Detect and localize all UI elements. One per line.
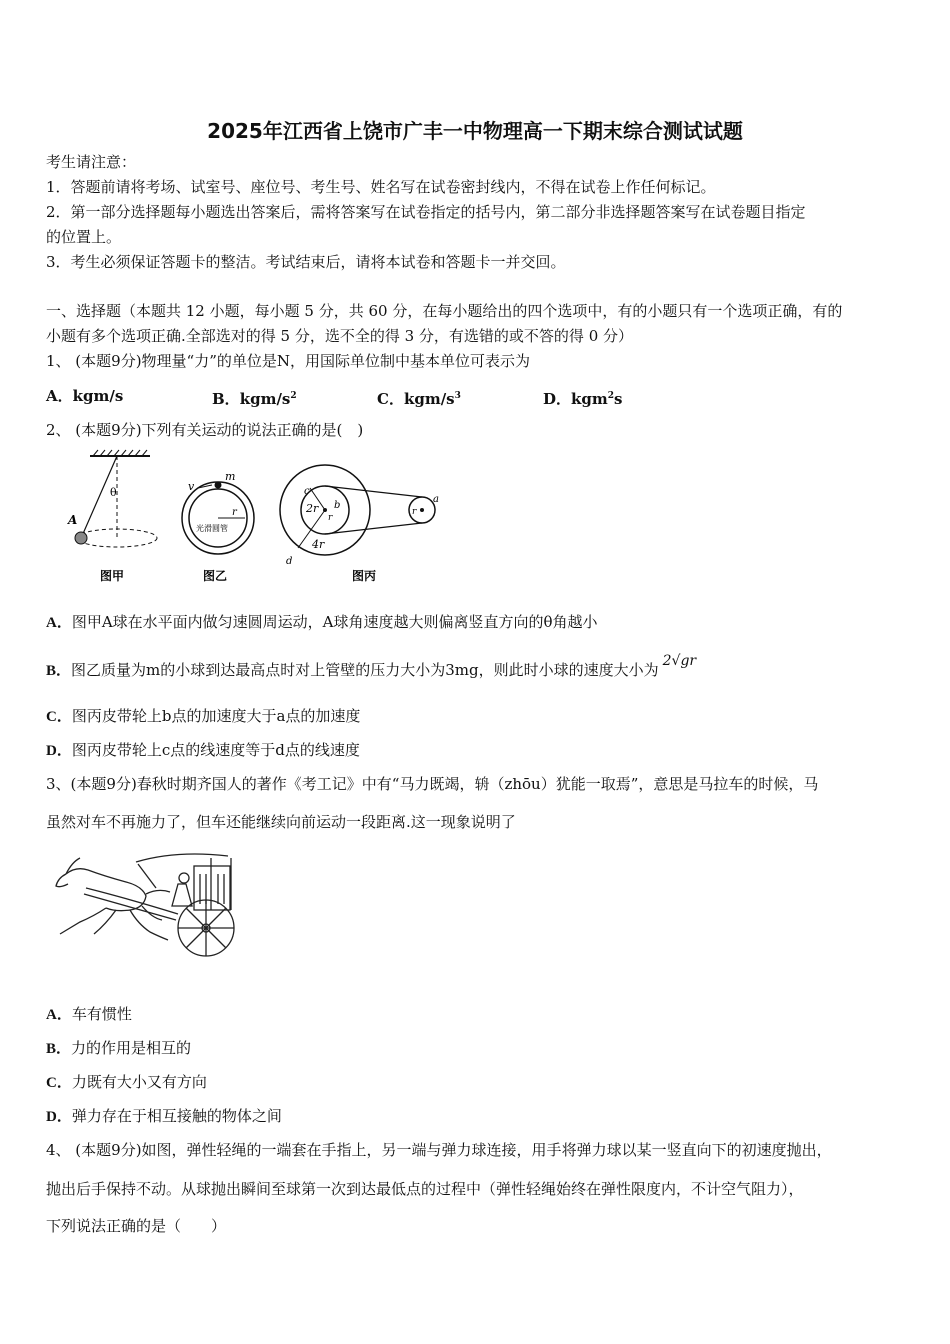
- label-c: c: [304, 486, 310, 497]
- q3-option-b[interactable]: B．力的作用是相互的: [46, 1039, 192, 1057]
- page-title: 2025年江西省上饶市广丰一中物理高一下期末综合测试试题: [207, 119, 743, 143]
- q1-stem: 1、 (本题9分)物理量“力”的单位是N，用国际单位制中基本单位可表示为: [46, 352, 531, 370]
- caption-bing: 图丙: [352, 569, 377, 583]
- caption-jia: 图甲: [100, 569, 125, 583]
- q1-option-b[interactable]: B．kgm/$s^2$: [212, 390, 297, 408]
- label-a: a: [433, 494, 439, 505]
- figure-bing-pulleys: [280, 465, 439, 583]
- q1-option-d[interactable]: D．kgm$^2$s: [543, 390, 623, 408]
- label-r2: r: [328, 513, 333, 523]
- label-2r: 2r: [306, 502, 319, 515]
- notice-item-3: 3．考生必须保证答题卡的整洁。考试结束后，请将本试卷和答题卡一并交回。: [46, 253, 566, 271]
- q3-stem-line1: 3、(本题9分)春秋时期齐国人的著作《考工记》中有“马力既竭，辀（zhōu）犹能一取焉”，意思是马拉车的时候，马: [46, 775, 819, 793]
- label-4r: 4r: [312, 538, 325, 551]
- q4-stem-line3: 下列说法正确的是（ ）: [46, 1217, 227, 1235]
- q2-option-c[interactable]: C．图丙皮带轮上b点的加速度大于a点的加速度: [46, 707, 361, 725]
- q3-horse-carriage-illustration: [46, 848, 246, 960]
- label-m: m: [225, 470, 236, 483]
- label-r3: r: [412, 507, 417, 517]
- q3-stem-line2: 虽然对车不再施力了，但车还能继续向前运动一段距离.这一现象说明了: [46, 813, 516, 831]
- q2-stem: 2、 (本题9分)下列有关运动的说法正确的是( ): [46, 421, 364, 439]
- formula-2-sqrt-gr: 2√gr: [662, 653, 697, 669]
- label-d: d: [286, 556, 293, 567]
- q2-option-b[interactable]: B．图乙质量为m的小球到达最高点时对上管壁的压力大小为3mg，则此时小球的速度大小为 2√gr: [46, 653, 697, 679]
- q2-figure-diagrams: [60, 448, 470, 590]
- notice-heading: 考生请注意：: [46, 153, 137, 171]
- label-v: v: [188, 480, 195, 493]
- label-b: b: [334, 500, 341, 511]
- section-instructions-line1: 一、选择题（本题共 12 小题，每小题 5 分，共 60 分，在每小题给出的四个选项中，有的小题只有一个选项正确，有的: [46, 302, 843, 320]
- q1-option-c[interactable]: C．kgm/$s^3$: [377, 390, 461, 408]
- label-theta: θ: [110, 486, 117, 499]
- q4-stem-line1: 4、 (本题9分)如图，弹性轻绳的一端套在手指上，另一端与弹力球连接，用手将弹力球以某一竖直向下的初速度抛出，: [46, 1141, 832, 1159]
- notice-item-1: 1．答题前请将考场、试室号、座位号、考生号、姓名写在试卷密封线内，不得在试卷上作任何标记。: [46, 178, 716, 196]
- label-tube: 光滑圆管: [196, 524, 228, 533]
- q2-option-d[interactable]: D．图丙皮带轮上c点的线速度等于d点的线速度: [46, 741, 360, 759]
- q4-stem-line2: 抛出后手保持不动。从球抛出瞬间至球第一次到达最低点的过程中（弹性轻绳始终在弹性限度内，不计空气阻力），: [46, 1180, 804, 1198]
- caption-yi: 图乙: [203, 569, 228, 583]
- section-instructions-line2: 小题有多个选项正确.全部选对的得 5 分，选不全的得 3 分，有选错的或不答的得 0 分）: [46, 327, 634, 345]
- label-A: A: [68, 513, 78, 527]
- figure-jia-pendulum: [67, 450, 157, 583]
- q3-option-d[interactable]: D．弹力存在于相互接触的物体之间: [46, 1107, 282, 1125]
- q3-option-c[interactable]: C．力既有大小又有方向: [46, 1073, 207, 1091]
- notice-item-2-cont: 的位置上。: [46, 228, 122, 246]
- q2-option-a[interactable]: A．图甲A球在水平面内做匀速圆周运动，A球角速度越大则偏离竖直方向的θ角越小: [46, 613, 598, 631]
- notice-item-2: 2．第一部分选择题每小题选出答案后，需将答案写在试卷指定的括号内，第二部分非选择题答案写在试卷题目指定: [46, 203, 806, 221]
- label-r: r: [232, 507, 237, 518]
- q3-option-a[interactable]: A．车有惯性: [46, 1005, 132, 1023]
- figure-yi-tube: [182, 470, 254, 583]
- q1-option-a[interactable]: A．kgm/s: [46, 387, 124, 405]
